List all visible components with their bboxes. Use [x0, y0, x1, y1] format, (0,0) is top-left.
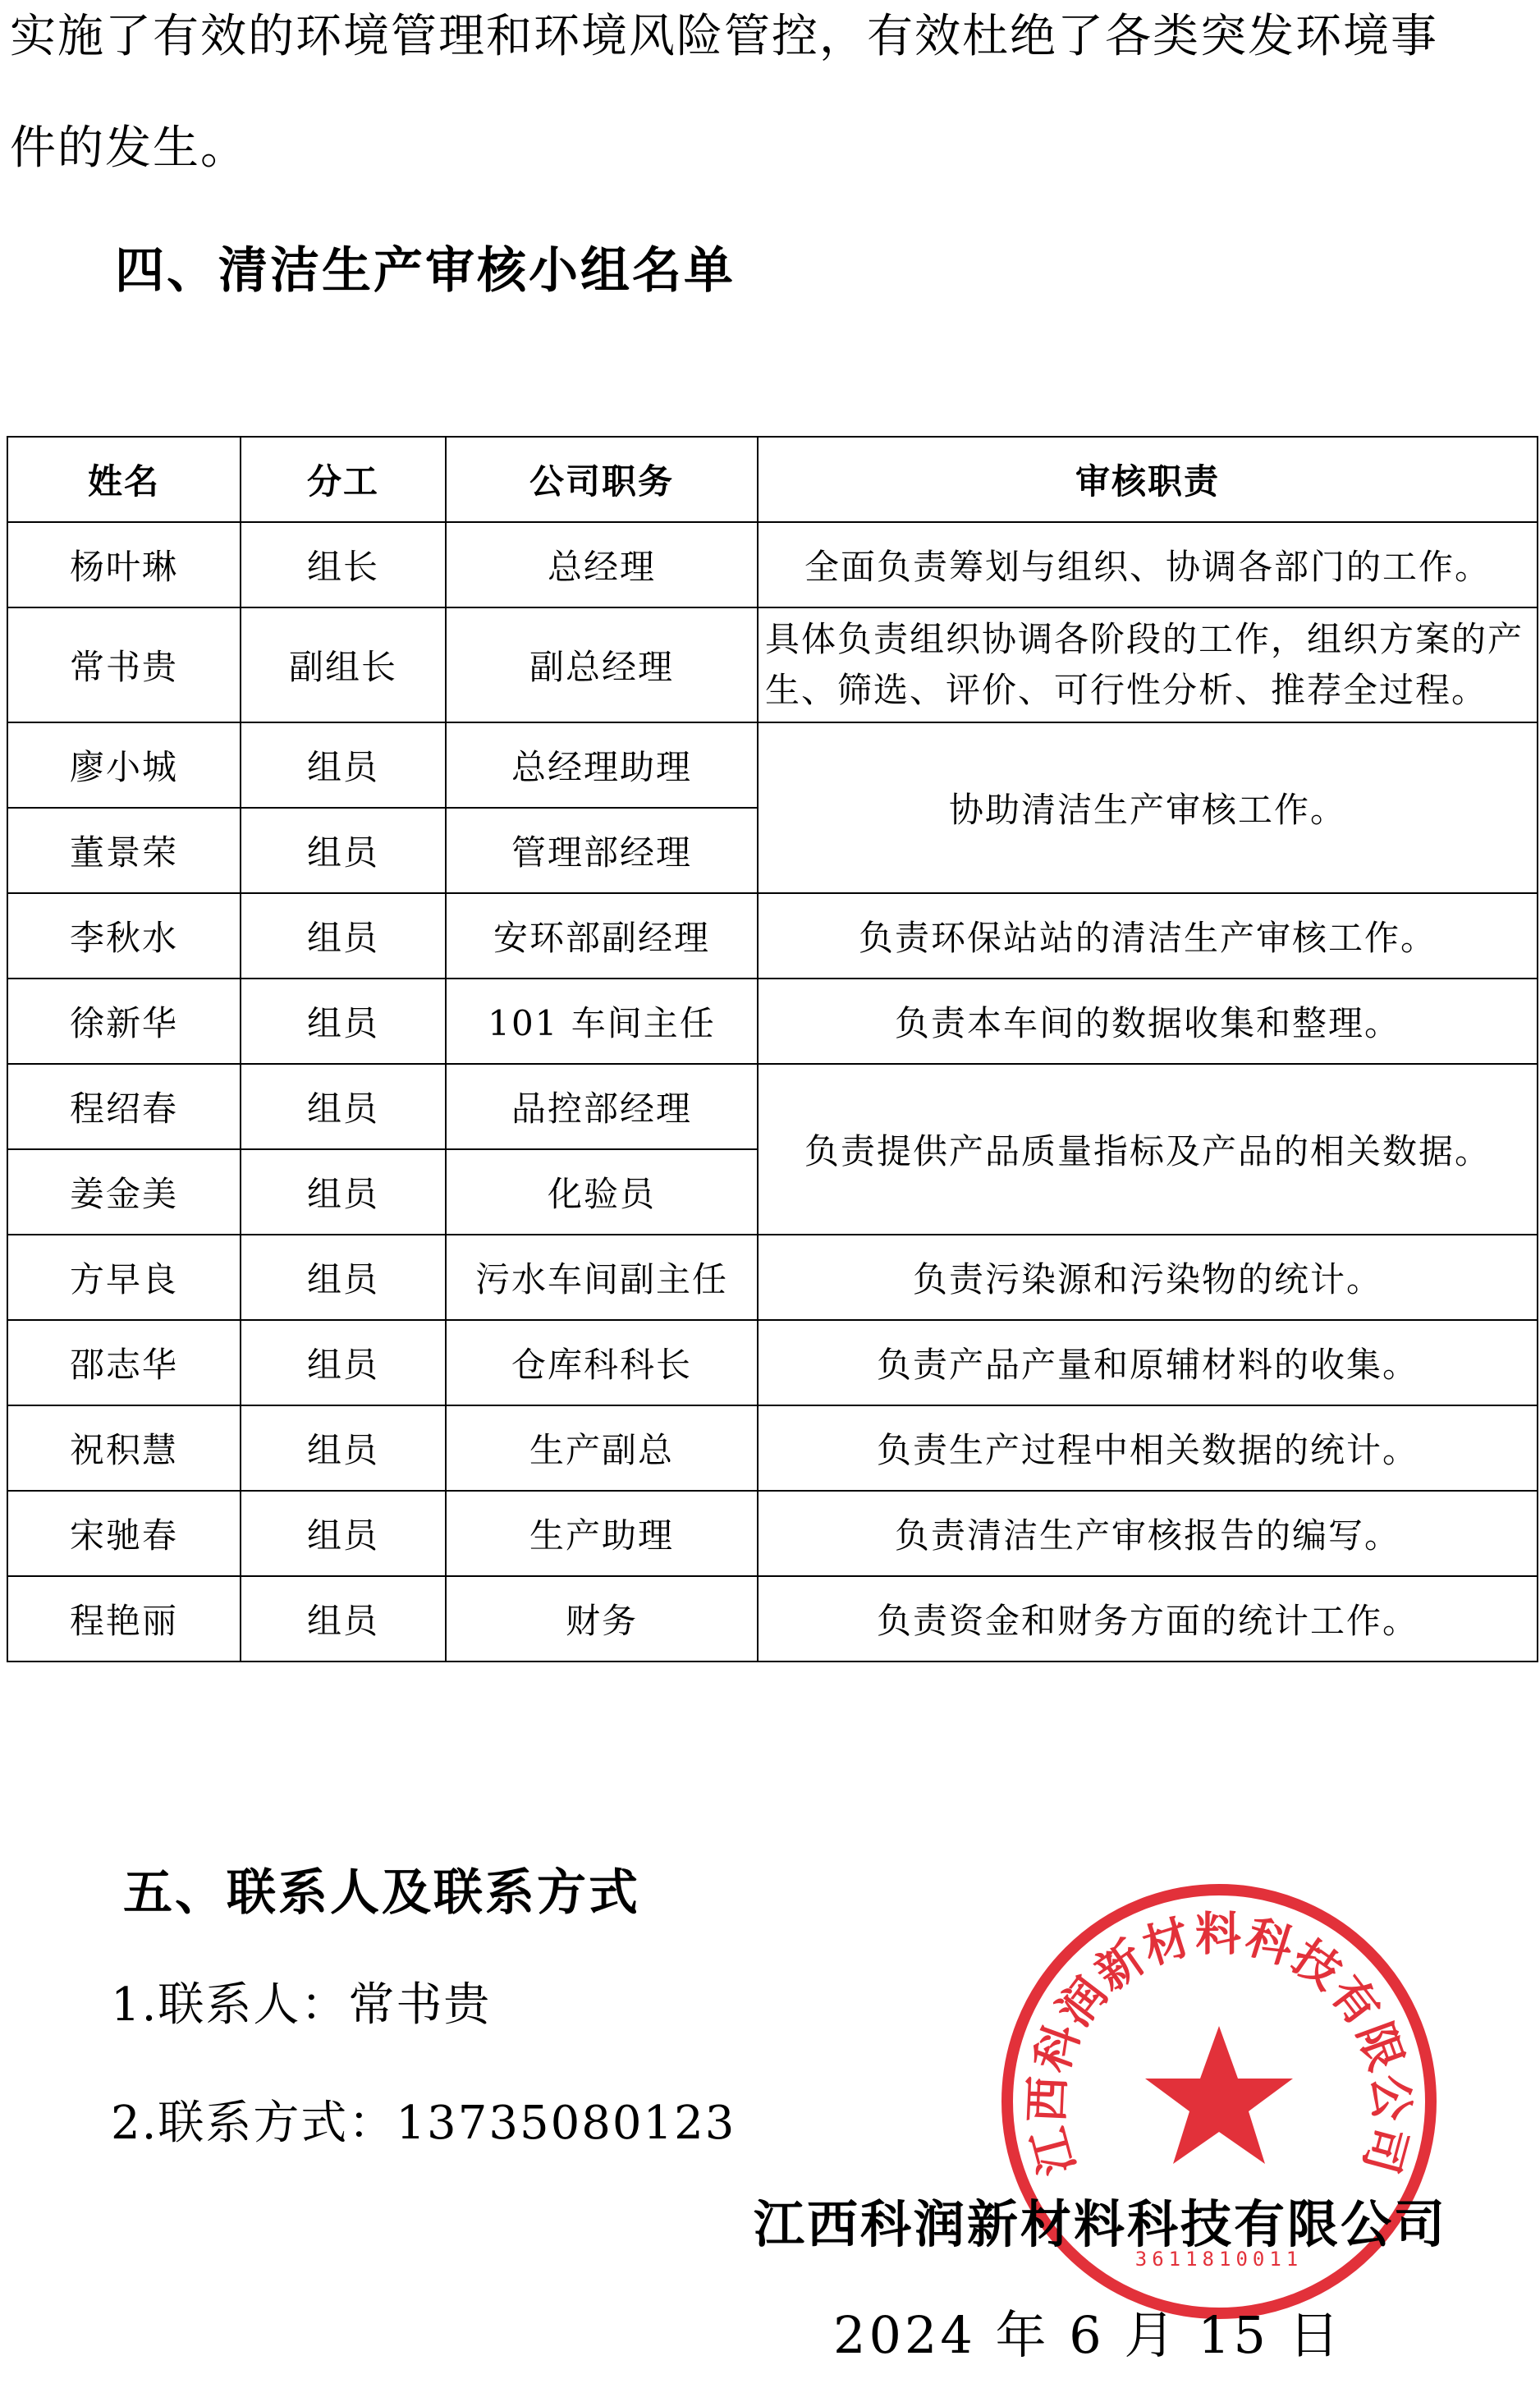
member-name: 姜金美: [7, 1149, 241, 1235]
member-name: 宋驰春: [7, 1491, 241, 1576]
member-role: 组长: [241, 522, 446, 607]
table-row: [7, 522, 1538, 607]
member-name: 杨叶琳: [7, 522, 241, 607]
member-position: 总经理: [446, 522, 758, 607]
table-row: [7, 722, 1538, 808]
member-position: 品控部经理: [446, 1064, 758, 1149]
member-role: 组员: [241, 722, 446, 808]
table-header-row: [7, 437, 1538, 522]
member-position: 化验员: [446, 1149, 758, 1235]
member-position: 生产助理: [446, 1491, 758, 1576]
member-position: 仓库科科长: [446, 1320, 758, 1405]
member-name: 方早良: [7, 1235, 241, 1320]
header-role: 分工: [241, 437, 446, 522]
member-role: 组员: [241, 1491, 446, 1576]
intro-line-2: 件的发生。: [10, 121, 248, 175]
member-duty: 负责资金和财务方面的统计工作。: [758, 1576, 1538, 1662]
member-position: 财务: [446, 1576, 758, 1662]
member-duty: 负责环保站站的清洁生产审核工作。: [758, 893, 1538, 979]
member-duty: 负责提供产品质量指标及产品的相关数据。: [758, 1064, 1538, 1235]
signature-company: 江西科润新材料科技有限公司: [754, 2194, 1448, 2254]
member-position: 总经理助理: [446, 722, 758, 808]
member-role: 组员: [241, 1405, 446, 1491]
member-name: 董景荣: [7, 808, 241, 893]
table-row: [7, 979, 1538, 1064]
member-role: 副组长: [241, 607, 446, 722]
member-position: 副总经理: [446, 607, 758, 722]
member-duty: 协助清洁生产审核工作。: [758, 722, 1538, 893]
member-role: 组员: [241, 1576, 446, 1662]
member-name: 廖小城: [7, 722, 241, 808]
table-row: [7, 1235, 1538, 1320]
company-seal-stamp: [997, 1880, 1441, 2323]
intro-line-1: 实施了有效的环境管理和环境风险管控，有效杜绝了各类突发环境事: [10, 10, 1438, 63]
table-row: [7, 1491, 1538, 1576]
member-position: 安环部副经理: [446, 893, 758, 979]
seal-code: 3611810011: [1134, 2248, 1304, 2271]
header-name: 姓名: [7, 437, 241, 522]
member-role: 组员: [241, 979, 446, 1064]
member-duty: 负责生产过程中相关数据的统计。: [758, 1405, 1538, 1491]
section-5-title: 五、联系人及联系方式: [123, 1864, 640, 1922]
seal-star-icon: [1145, 2026, 1293, 2164]
member-name: 程绍春: [7, 1064, 241, 1149]
member-role: 组员: [241, 1149, 446, 1235]
member-name: 祝积慧: [7, 1405, 241, 1491]
table-row: [7, 893, 1538, 979]
member-name: 常书贵: [7, 607, 241, 722]
header-position: 公司职务: [446, 437, 758, 522]
member-role: 组员: [241, 893, 446, 979]
member-name: 李秋水: [7, 893, 241, 979]
member-duty: 负责产品产量和原辅材料的收集。: [758, 1320, 1538, 1405]
member-duty: 负责清洁生产审核报告的编写。: [758, 1491, 1538, 1576]
member-role: 组员: [241, 808, 446, 893]
member-role: 组员: [241, 1320, 446, 1405]
member-duty: 负责污染源和污染物的统计。: [758, 1235, 1538, 1320]
table-row: [7, 1064, 1538, 1149]
table-row: [7, 607, 1538, 722]
member-position: 污水车间副主任: [446, 1235, 758, 1320]
member-role: 组员: [241, 1235, 446, 1320]
member-duty: 具体负责组织协调各阶段的工作，组织方案的产生、筛选、评价、可行性分析、推荐全过程。: [758, 607, 1538, 722]
table-row: [7, 1320, 1538, 1405]
member-name: 邵志华: [7, 1320, 241, 1405]
header-duty: 审核职责: [758, 437, 1538, 522]
signature-date: 2024 年 6 月 15 日: [833, 2305, 1343, 2365]
contact-method: 2.联系方式：13735080123: [111, 2097, 736, 2150]
seal-text: 江西科润新材料科技有限公司: [1020, 1908, 1419, 2180]
member-position: 101 车间主任: [446, 979, 758, 1064]
contact-person: 1.联系人：常书贵: [111, 1978, 492, 2032]
audit-team-table: [7, 436, 1538, 1662]
member-position: 生产副总: [446, 1405, 758, 1491]
member-name: 程艳丽: [7, 1576, 241, 1662]
section-4-title: 四、清洁生产审核小组名单: [115, 242, 736, 300]
member-duty: 全面负责筹划与组织、协调各部门的工作。: [758, 522, 1538, 607]
table-row: [7, 1405, 1538, 1491]
member-position: 管理部经理: [446, 808, 758, 893]
table-row: [7, 1576, 1538, 1662]
member-name: 徐新华: [7, 979, 241, 1064]
member-role: 组员: [241, 1064, 446, 1149]
member-duty: 负责本车间的数据收集和整理。: [758, 979, 1538, 1064]
